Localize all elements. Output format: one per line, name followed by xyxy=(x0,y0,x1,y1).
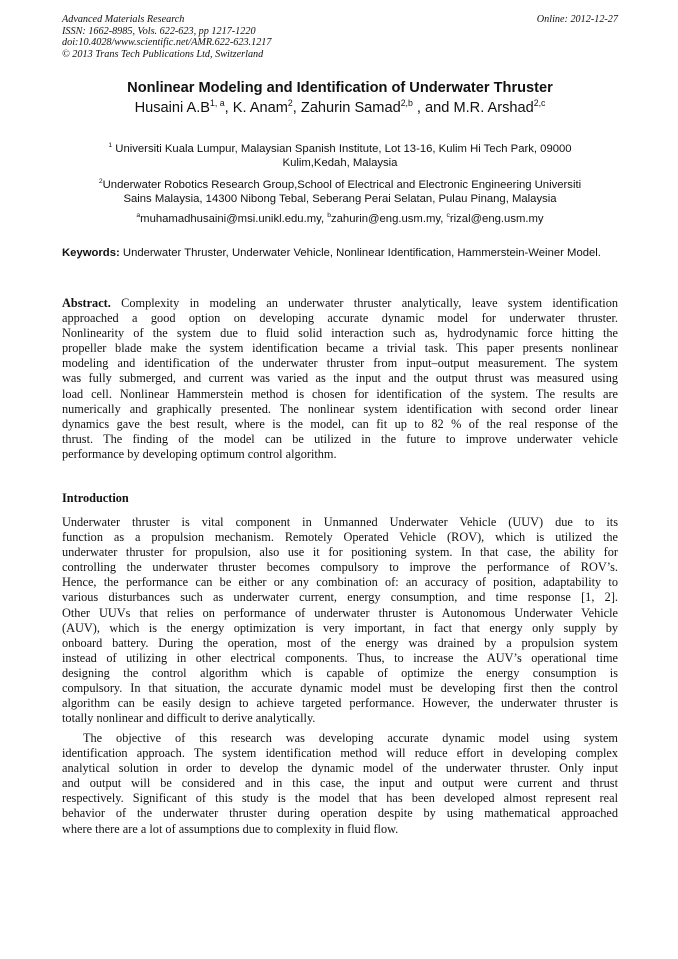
paper-title: Nonlinear Modeling and Identification of Underwater Thruster xyxy=(127,80,553,96)
body-line: where there are a lot of assumptions due to complexity in fluid flow. xyxy=(62,821,399,836)
abstract-section xyxy=(62,296,618,462)
body-line: underwater thruster for propulsion, also use it for positioning system. In that case, the ability for xyxy=(62,545,618,560)
body-line: function as a propulsion mechanism. Remotely Operated Vehicle (ROV), which is utilized the xyxy=(62,530,618,545)
body-line: The objective of this research was developing accurate dynamic model using system xyxy=(83,731,618,745)
author-separator: , xyxy=(224,100,233,116)
affiliation-text: Underwater Robotics Research Group,School of Electrical and Electronic Engineering Universiti xyxy=(102,179,582,191)
online-date: Online: 2012-12-27 xyxy=(536,14,618,25)
author-name: Zahurin Samad xyxy=(300,100,401,116)
author-name: M.R. Arshad xyxy=(453,100,534,116)
author-affiliation-mark: 2 xyxy=(287,98,293,109)
body-line: onboard battery. During the operation, most of the energy was drained by a propulsion system xyxy=(62,635,618,650)
author-affiliation-mark: 2,c xyxy=(533,98,546,109)
author-name: Husaini A.B xyxy=(134,100,211,116)
abstract-line: load cell. Nonlinear Hammerstein method is chosen for identification of the system. The results are xyxy=(62,386,618,401)
body-line: behavior of the underwater thruster during operation despite by using mathematical approached xyxy=(62,806,618,821)
copyright-line: © 2013 Trans Tech Publications Ltd, Switzerland xyxy=(62,48,264,60)
body-line: algorithm can be easily design to achieve targeted performance. However, the underwater thruster is xyxy=(62,696,618,711)
introduction-paragraph-1 xyxy=(62,515,618,726)
keywords-label: Keywords: xyxy=(62,247,120,259)
body-line: compulsory. In that situation, the accurate dynamic model must be developing first then the control xyxy=(62,681,618,696)
body-line: Underwater thruster is vital component in Unmanned Underwater Vehicle (UUV) due to its xyxy=(62,515,618,529)
body-line: various disturbances such as underwater current, energy consumption, and time response [1, 2]. xyxy=(62,590,618,605)
keywords-section xyxy=(62,246,618,261)
email-address: zahurin@eng.usm.my, xyxy=(331,213,447,225)
doi-line: doi:10.4028/www.scientific.net/AMR.622-623.1217 xyxy=(62,37,272,49)
journal-header xyxy=(62,14,618,60)
abstract-line: modeling and identification of the underwater thruster from input–output measurement. The system xyxy=(62,356,618,371)
keywords-text: Underwater Thruster, Underwater Vehicle, Nonlinear Identification, Hammerstein-Weiner Model. xyxy=(119,247,601,259)
affiliation-text: Sains Malaysia, 14300 Nibong Tebal, Seberang Perai Selatan, Pulau Pinang, Malaysia xyxy=(123,193,557,206)
abstract-line: Complexity in modeling an underwater thruster analytically, leave system identification xyxy=(110,296,618,310)
affiliation-text: Kulim,Kedah, Malaysia xyxy=(282,157,398,170)
body-line: totally nonlinear and difficult to derive analytically. xyxy=(62,711,316,726)
body-line: identification approach. The system identification method will reduce effort in developing complex xyxy=(62,746,618,761)
abstract-line: thrust. The finding of the model can be utilized in the future to improve underwater vehicle xyxy=(62,431,618,446)
body-line: analytical solution in order to develop the dynamic model of the underwater thruster. Only input xyxy=(62,761,618,776)
affiliation-text: Universiti Kuala Lumpur, Malaysian Spanish Institute, Lot 13-16, Kulim Hi Tech Park, 09000 xyxy=(112,143,572,155)
email-mark: b xyxy=(327,212,331,220)
author-name: K. Anam xyxy=(232,100,288,116)
body-line: respectively. Significant of this study is the model that has been developed almost represent real xyxy=(62,791,618,806)
journal-name: Advanced Materials Research xyxy=(62,14,185,25)
email-mark: a xyxy=(136,212,141,220)
issn-line: ISSN: 1662-8985, Vols. 622-623, pp 1217-1220 xyxy=(62,25,256,37)
affiliation-2 xyxy=(62,178,618,207)
affiliation-number: 2 xyxy=(98,178,103,186)
author-separator: , and xyxy=(412,100,454,116)
abstract-line: dynamics gave the best result, where is the model, can fit up to 82 % of the real response of the xyxy=(62,416,618,431)
abstract-line: performance by developing optimum control algorithm. xyxy=(62,446,337,461)
body-line: designing the control algorithm which is capable of optimize the energy consumption is xyxy=(62,665,618,680)
introduction-paragraph-2 xyxy=(62,731,618,837)
introduction-heading: Introduction xyxy=(62,491,129,505)
author-affiliation-mark: 1, a xyxy=(210,98,225,109)
abstract-line: numerically and graphically presented. The nonlinear system identification with second order linear xyxy=(62,401,618,416)
author-affiliation-mark: 2,b xyxy=(400,98,413,109)
email-address: muhamadhusaini@msi.unikl.edu.my, xyxy=(140,213,328,225)
email-mark: c xyxy=(446,212,450,220)
abstract-line: Nonlinearity of the system due to fluid solid interaction such as, hydrodynamic force hitting the xyxy=(62,326,618,341)
affiliation-number: 1 xyxy=(108,142,113,150)
author-separator: , xyxy=(292,100,301,116)
affiliation-1 xyxy=(62,142,618,171)
body-line: (AUV), which is the energy optimization is very important, in fact that energy only supply by xyxy=(62,620,618,635)
abstract-label: Abstract. xyxy=(62,296,111,310)
author-list xyxy=(62,100,618,116)
abstract-line: propeller blade make the system identification became a trivial task. This paper presents nonlinear xyxy=(62,341,618,356)
body-line: Other UUVs that relies on performance of underwater thruster is Autonomous Underwater Vehicle xyxy=(62,605,618,620)
body-line: instead of utilizing in other electrical components. Thus, to increase the AUV’s operational time xyxy=(62,650,618,665)
body-line: and output will be considered and in this case, the input and output were current and thrust xyxy=(62,776,618,791)
email-address: rizal@eng.usm.my xyxy=(449,213,544,225)
body-line: Hence, the performance can be either or any combination of: an accuracy of position, adaptability to xyxy=(62,575,618,590)
body-line: controlling the underwater thruster becomes compulsory to improve the performance of ROV’s. xyxy=(62,560,618,575)
author-emails xyxy=(62,212,618,226)
abstract-line: approached a good option on developing accurate dynamic model for underwater thruster. xyxy=(62,311,618,326)
abstract-line: was fully submerged, and current was varied as the input and the output thrust was measured using xyxy=(62,371,618,386)
